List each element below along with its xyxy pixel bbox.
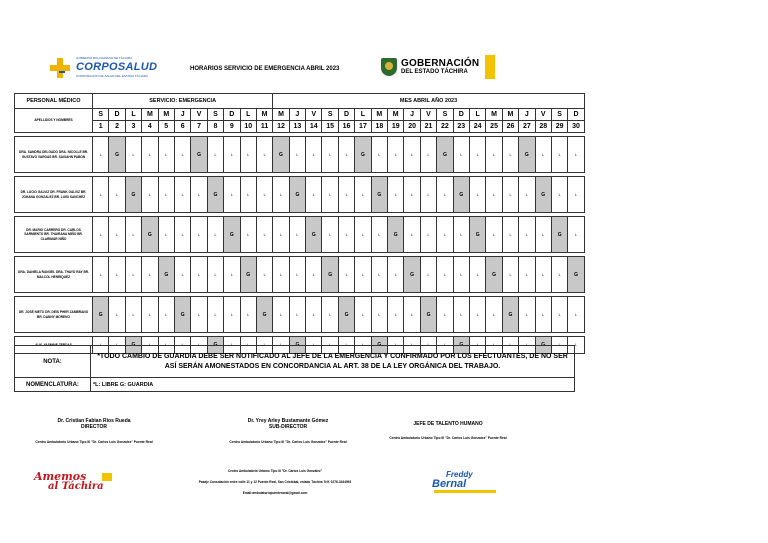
shift-cell-guardia: G bbox=[174, 297, 190, 333]
shift-cell-libre: L bbox=[568, 137, 584, 173]
shift-cell-libre: L bbox=[207, 217, 223, 253]
freddy-line2: Bernal bbox=[432, 478, 467, 490]
shift-cell-libre: L bbox=[289, 217, 305, 253]
coat-of-arms-icon bbox=[381, 58, 397, 76]
shift-cell-libre: L bbox=[388, 337, 404, 354]
day-letter: M bbox=[371, 109, 387, 121]
shift-cell-libre: L bbox=[338, 177, 354, 213]
shift-cell-guardia: G bbox=[502, 297, 518, 333]
day-numbers-row bbox=[15, 121, 585, 133]
shift-cell-guardia: G bbox=[437, 137, 453, 173]
shift-cell-libre: L bbox=[306, 297, 322, 333]
shift-cell-libre: L bbox=[535, 217, 551, 253]
day-letter: V bbox=[420, 109, 436, 121]
shift-cell-libre: L bbox=[93, 177, 109, 213]
shift-cell-libre: L bbox=[535, 297, 551, 333]
day-letter: L bbox=[469, 109, 485, 121]
day-number: 30 bbox=[568, 121, 584, 133]
shift-cell-libre: L bbox=[404, 337, 420, 354]
staff-names: DR. JOSÉ NIETO DR. DEIS PHER ZAMBRANO BR. DANNY MORENO bbox=[15, 297, 93, 333]
shift-cell-libre: L bbox=[355, 337, 371, 354]
shift-cell-libre: L bbox=[322, 217, 338, 253]
shift-cell-libre: L bbox=[469, 297, 485, 333]
shift-cell-libre: L bbox=[256, 137, 272, 173]
shift-cell-libre: L bbox=[502, 217, 518, 253]
day-letter: S bbox=[437, 109, 453, 121]
day-number: 8 bbox=[207, 121, 223, 133]
shift-cell-libre: L bbox=[174, 217, 190, 253]
day-letter: S bbox=[322, 109, 338, 121]
shift-cell-libre: L bbox=[191, 217, 207, 253]
day-number: 16 bbox=[338, 121, 354, 133]
shift-cell-libre: L bbox=[109, 297, 125, 333]
shift-cell-guardia: G bbox=[289, 337, 305, 354]
day-number: 15 bbox=[322, 121, 338, 133]
shift-cell-libre: L bbox=[502, 137, 518, 173]
shift-cell-guardia: G bbox=[453, 337, 469, 354]
shift-cell-libre: L bbox=[420, 257, 436, 293]
shift-cell-libre: L bbox=[273, 217, 289, 253]
shift-cell-guardia: G bbox=[224, 217, 240, 253]
shift-cell-libre: L bbox=[388, 177, 404, 213]
table-row bbox=[15, 137, 585, 173]
shift-cell-libre: L bbox=[453, 297, 469, 333]
shift-cell-libre: L bbox=[93, 257, 109, 293]
shift-cell-guardia: G bbox=[207, 177, 223, 213]
shift-cell-guardia: G bbox=[125, 337, 141, 354]
shift-cell-libre: L bbox=[551, 297, 567, 333]
shift-cell-libre: L bbox=[174, 337, 190, 354]
nomenclatura-text: *L: LIBRE G: GUARDIA bbox=[91, 378, 575, 392]
day-number: 13 bbox=[289, 121, 305, 133]
day-letter: L bbox=[240, 109, 256, 121]
shift-cell-libre: L bbox=[109, 337, 125, 354]
shift-cell-libre: L bbox=[191, 297, 207, 333]
apellidos-header: APELLIDOS Y NOMBRES bbox=[15, 109, 93, 133]
shift-cell-libre: L bbox=[568, 337, 584, 354]
day-number: 26 bbox=[502, 121, 518, 133]
subdirector-name: Dr. Yrey Arley Bustamante Gómez bbox=[247, 418, 329, 424]
shift-cell-libre: L bbox=[256, 217, 272, 253]
shift-cell-libre: L bbox=[551, 177, 567, 213]
shift-cell-libre: L bbox=[519, 297, 535, 333]
table-row bbox=[15, 177, 585, 213]
shift-cell-libre: L bbox=[338, 137, 354, 173]
nota-label: NOTA: bbox=[15, 346, 91, 378]
shift-cell-libre: L bbox=[568, 297, 584, 333]
day-number: 20 bbox=[404, 121, 420, 133]
day-number: 18 bbox=[371, 121, 387, 133]
day-letter: D bbox=[109, 109, 125, 121]
shift-cell-libre: L bbox=[322, 297, 338, 333]
day-number: 5 bbox=[158, 121, 174, 133]
shift-cell-libre: L bbox=[551, 337, 567, 354]
shift-cell-libre: L bbox=[93, 337, 109, 354]
address-line2: Pasaje Consolación entre calle 11 y 12 Puente Real, San Cristóbal, estado Táchira Telf. 0276-3444993 bbox=[198, 480, 352, 484]
corposalud-logo bbox=[50, 56, 160, 82]
director-center: Centro Ambulatorio Urbano Tipo III "Dr. Carlos Luis Gonzalez" Puente Real bbox=[35, 440, 153, 444]
staff-names: DR. MARIO CARRERO DR. CARLOS SARMIENTO BR. THAIRANA MIÑO BR. CLARIMAR NIÑO bbox=[15, 217, 93, 253]
shift-cell-libre: L bbox=[158, 337, 174, 354]
staff-names: AUX. YASMINE ZERDAS bbox=[15, 337, 93, 354]
day-number: 19 bbox=[388, 121, 404, 133]
document-title: HORARIOS SERVICIO DE EMERGENCIA ABRIL 2023 bbox=[190, 66, 340, 72]
corposalud-name: CORPOSALUD bbox=[76, 61, 158, 73]
shift-cell-guardia: G bbox=[388, 217, 404, 253]
shift-cell-guardia: G bbox=[486, 257, 502, 293]
shift-cell-libre: L bbox=[93, 217, 109, 253]
shift-cell-libre: L bbox=[207, 257, 223, 293]
shift-cell-libre: L bbox=[437, 337, 453, 354]
gobernacion-line2: DEL ESTADO TÁCHIRA bbox=[401, 69, 468, 75]
shift-cell-guardia: G bbox=[469, 217, 485, 253]
day-letter: J bbox=[404, 109, 420, 121]
shift-cell-libre: L bbox=[486, 217, 502, 253]
day-letter: J bbox=[174, 109, 190, 121]
freddy-line1: Freddy bbox=[446, 470, 473, 479]
shift-cell-libre: L bbox=[502, 177, 518, 213]
talento-humano-name: JEFE DE TALENTO HUMANO bbox=[413, 421, 483, 427]
talento-humano-center: Centro Ambulatorio Urbano Tipo III "Dr. Carlos Luis Gonzalez" Puente Real bbox=[389, 436, 507, 440]
personal-medico-header: PERSONAL MÉDICO bbox=[15, 94, 93, 109]
nomenclatura-label: NOMENCLATURA: bbox=[15, 378, 91, 392]
shift-cell-guardia: G bbox=[420, 297, 436, 333]
shift-cell-libre: L bbox=[404, 177, 420, 213]
shift-cell-libre: L bbox=[519, 337, 535, 354]
shift-cell-libre: L bbox=[240, 177, 256, 213]
day-number: 24 bbox=[469, 121, 485, 133]
shift-cell-libre: L bbox=[469, 137, 485, 173]
shift-cell-libre: L bbox=[486, 297, 502, 333]
shift-cell-libre: L bbox=[256, 177, 272, 213]
day-number: 22 bbox=[437, 121, 453, 133]
shift-cell-libre: L bbox=[240, 217, 256, 253]
shift-cell-libre: L bbox=[224, 297, 240, 333]
shift-cell-libre: L bbox=[306, 337, 322, 354]
shift-cell-guardia: G bbox=[322, 257, 338, 293]
day-letter: D bbox=[338, 109, 354, 121]
shift-cell-libre: L bbox=[388, 257, 404, 293]
shift-cell-libre: L bbox=[306, 137, 322, 173]
shift-cell-libre: L bbox=[404, 137, 420, 173]
shift-cell-libre: L bbox=[142, 297, 158, 333]
day-number: 23 bbox=[453, 121, 469, 133]
shift-cell-libre: L bbox=[224, 257, 240, 293]
shift-cell-libre: L bbox=[469, 337, 485, 354]
shift-cell-libre: L bbox=[158, 297, 174, 333]
shift-cell-libre: L bbox=[174, 177, 190, 213]
day-letter: D bbox=[568, 109, 584, 121]
day-letter: S bbox=[93, 109, 109, 121]
shift-cell-libre: L bbox=[322, 337, 338, 354]
shift-cell-libre: L bbox=[437, 297, 453, 333]
shift-cell-libre: L bbox=[338, 217, 354, 253]
address-line3: Email:ambulatoriopuenteraeal@gmail.com bbox=[242, 491, 308, 495]
shift-cell-guardia: G bbox=[93, 297, 109, 333]
corposalud-top-text: GOBIERNO BOLIVARIANO DE TÁCHIRA bbox=[76, 56, 133, 60]
day-letter: V bbox=[306, 109, 322, 121]
subdirector-role: SUB-DIRECTOR bbox=[268, 424, 308, 430]
shift-cell-guardia: G bbox=[535, 177, 551, 213]
shift-cell-libre: L bbox=[142, 337, 158, 354]
shift-cell-libre: L bbox=[355, 217, 371, 253]
shift-cell-libre: L bbox=[158, 217, 174, 253]
day-letter: J bbox=[289, 109, 305, 121]
day-number: 28 bbox=[535, 121, 551, 133]
freddy-bernal-logo bbox=[430, 470, 502, 494]
day-number: 29 bbox=[551, 121, 567, 133]
shift-cell-libre: L bbox=[486, 337, 502, 354]
servicio-header: SERVICIO: EMERGENCIA bbox=[93, 94, 273, 109]
shift-cell-libre: L bbox=[355, 177, 371, 213]
day-letter: S bbox=[551, 109, 567, 121]
day-number: 2 bbox=[109, 121, 125, 133]
day-number: 14 bbox=[306, 121, 322, 133]
shift-cell-guardia: G bbox=[338, 297, 354, 333]
shift-cell-libre: L bbox=[371, 217, 387, 253]
shift-cell-libre: L bbox=[338, 257, 354, 293]
shift-cell-guardia: G bbox=[109, 137, 125, 173]
day-letter: M bbox=[273, 109, 289, 121]
shift-cell-libre: L bbox=[191, 177, 207, 213]
shift-cell-libre: L bbox=[256, 257, 272, 293]
schedule-table bbox=[14, 93, 585, 354]
shift-cell-libre: L bbox=[437, 177, 453, 213]
day-letter: M bbox=[486, 109, 502, 121]
day-letter: V bbox=[191, 109, 207, 121]
shift-cell-libre: L bbox=[207, 297, 223, 333]
day-number: 27 bbox=[519, 121, 535, 133]
shift-cell-libre: L bbox=[519, 217, 535, 253]
day-number: 3 bbox=[125, 121, 141, 133]
health-cross-icon bbox=[50, 58, 70, 78]
shift-cell-guardia: G bbox=[371, 177, 387, 213]
shift-cell-libre: L bbox=[273, 257, 289, 293]
shift-cell-guardia: G bbox=[256, 297, 272, 333]
shift-cell-libre: L bbox=[240, 337, 256, 354]
day-letters-row bbox=[15, 109, 585, 121]
day-letter: M bbox=[142, 109, 158, 121]
nota-text: *TODO CAMBIO DE GUARDIA DEBE SER NOTIFICADO AL JEFE DE LA EMERGENCIA Y CONFIRMADO POR LOS EFECTUANTES, DE NO SER ASÍ SERÁN AMONESTADOS EN CONCORDANCIA AL ART. 38 DE LA LEY ORGÁNICA DEL TRABAJO. bbox=[91, 346, 575, 378]
shift-cell-guardia: G bbox=[355, 137, 371, 173]
shift-cell-libre: L bbox=[338, 337, 354, 354]
shift-cell-guardia: G bbox=[519, 137, 535, 173]
shift-cell-libre: L bbox=[437, 257, 453, 293]
shift-cell-libre: L bbox=[404, 217, 420, 253]
shift-cell-libre: L bbox=[486, 177, 502, 213]
shift-cell-libre: L bbox=[273, 337, 289, 354]
shift-cell-libre: L bbox=[519, 257, 535, 293]
underline-bar bbox=[434, 490, 496, 493]
day-letter: L bbox=[125, 109, 141, 121]
day-letter: V bbox=[535, 109, 551, 121]
day-number: 7 bbox=[191, 121, 207, 133]
shift-cell-libre: L bbox=[224, 177, 240, 213]
shift-cell-libre: L bbox=[289, 137, 305, 173]
shift-cell-libre: L bbox=[355, 257, 371, 293]
shift-cell-libre: L bbox=[125, 217, 141, 253]
table-header-row bbox=[15, 94, 585, 109]
shift-cell-libre: L bbox=[289, 257, 305, 293]
shift-cell-libre: L bbox=[535, 257, 551, 293]
table-row bbox=[15, 297, 585, 333]
subdirector-center: Centro Ambulatorio Urbano Tipo III "Dr. Carlos Luis Gonzalez" Puente Real bbox=[229, 440, 347, 444]
shift-cell-guardia: G bbox=[551, 217, 567, 253]
shift-cell-libre: L bbox=[371, 297, 387, 333]
shift-cell-libre: L bbox=[469, 177, 485, 213]
day-letter: M bbox=[158, 109, 174, 121]
shift-cell-libre: L bbox=[158, 137, 174, 173]
shift-cell-libre: L bbox=[273, 297, 289, 333]
shift-cell-guardia: G bbox=[273, 137, 289, 173]
shift-cell-libre: L bbox=[388, 297, 404, 333]
director-name: Dr. Cristian Fabian Rios Rueda bbox=[57, 418, 131, 424]
day-number: 25 bbox=[486, 121, 502, 133]
shift-cell-libre: L bbox=[388, 137, 404, 173]
day-number: 4 bbox=[142, 121, 158, 133]
shift-cell-guardia: G bbox=[240, 257, 256, 293]
signature-talento-humano bbox=[378, 421, 518, 440]
shift-cell-libre: L bbox=[404, 297, 420, 333]
shift-cell-libre: L bbox=[420, 217, 436, 253]
shift-cell-libre: L bbox=[502, 337, 518, 354]
yellow-bar bbox=[485, 55, 495, 79]
shift-cell-libre: L bbox=[142, 257, 158, 293]
amemos-tachira-logo bbox=[30, 470, 114, 494]
shift-cell-libre: L bbox=[306, 177, 322, 213]
shift-cell-libre: L bbox=[322, 177, 338, 213]
address-line1: Centro Ambulatorio Urbano Tipo III "Dr. Carlos Luis González" bbox=[227, 469, 323, 473]
day-letter: S bbox=[207, 109, 223, 121]
shift-cell-libre: L bbox=[551, 137, 567, 173]
shift-cell-guardia: G bbox=[535, 337, 551, 354]
shift-cell-libre: L bbox=[535, 137, 551, 173]
shift-cell-libre: L bbox=[125, 137, 141, 173]
shift-cell-guardia: G bbox=[207, 337, 223, 354]
shift-cell-libre: L bbox=[109, 217, 125, 253]
shift-cell-libre: L bbox=[453, 257, 469, 293]
shift-cell-libre: L bbox=[142, 177, 158, 213]
shift-cell-libre: L bbox=[191, 337, 207, 354]
shift-cell-guardia: G bbox=[404, 257, 420, 293]
shift-cell-libre: L bbox=[191, 257, 207, 293]
shift-cell-libre: L bbox=[93, 137, 109, 173]
shift-cell-libre: L bbox=[207, 137, 223, 173]
mes-header: MES ABRIL AÑO 2023 bbox=[273, 94, 584, 109]
day-number: 11 bbox=[256, 121, 272, 133]
notes-table bbox=[14, 345, 575, 392]
shift-cell-libre: L bbox=[240, 137, 256, 173]
gobernacion-logo bbox=[381, 55, 499, 79]
shift-cell-libre: L bbox=[420, 337, 436, 354]
shift-cell-libre: L bbox=[174, 257, 190, 293]
shift-cell-guardia: G bbox=[371, 337, 387, 354]
shift-cell-libre: L bbox=[469, 257, 485, 293]
shift-cell-libre: L bbox=[306, 257, 322, 293]
shift-cell-libre: L bbox=[502, 257, 518, 293]
shift-cell-libre: L bbox=[174, 137, 190, 173]
flag-icon bbox=[102, 473, 112, 481]
corposalud-tagline: CORPORACIÓN DE SALUD DEL ESTADO TÁCHIRA bbox=[76, 74, 148, 78]
day-letter: J bbox=[519, 109, 535, 121]
shift-cell-guardia: G bbox=[125, 177, 141, 213]
shift-cell-libre: L bbox=[256, 337, 272, 354]
shift-cell-libre: L bbox=[437, 217, 453, 253]
table-row bbox=[15, 217, 585, 253]
day-letter: D bbox=[453, 109, 469, 121]
shift-cell-guardia: G bbox=[158, 257, 174, 293]
day-number: 6 bbox=[174, 121, 190, 133]
shift-cell-libre: L bbox=[322, 137, 338, 173]
shift-cell-libre: L bbox=[453, 137, 469, 173]
shift-cell-guardia: G bbox=[453, 177, 469, 213]
day-number: 21 bbox=[420, 121, 436, 133]
shift-cell-guardia: G bbox=[142, 217, 158, 253]
signature-director bbox=[24, 418, 164, 444]
day-letter: L bbox=[355, 109, 371, 121]
shift-cell-libre: L bbox=[453, 217, 469, 253]
shift-cell-guardia: G bbox=[289, 177, 305, 213]
shift-cell-libre: L bbox=[519, 177, 535, 213]
day-number: 10 bbox=[240, 121, 256, 133]
shift-cell-libre: L bbox=[568, 217, 584, 253]
shift-cell-libre: L bbox=[109, 177, 125, 213]
amemos-line1: Amemos bbox=[34, 470, 87, 483]
table-row bbox=[15, 257, 585, 293]
gobernacion-line1: GOBERNACIÓN bbox=[401, 58, 480, 69]
shift-cell-libre: L bbox=[142, 137, 158, 173]
shift-cell-libre: L bbox=[158, 177, 174, 213]
shift-cell-libre: L bbox=[240, 297, 256, 333]
shift-cell-libre: L bbox=[420, 177, 436, 213]
shift-cell-libre: L bbox=[568, 177, 584, 213]
shift-cell-libre: L bbox=[420, 137, 436, 173]
shift-cell-libre: L bbox=[224, 137, 240, 173]
shift-cell-libre: L bbox=[125, 297, 141, 333]
shift-cell-guardia: G bbox=[191, 137, 207, 173]
shift-cell-libre: L bbox=[289, 297, 305, 333]
day-letter: M bbox=[388, 109, 404, 121]
day-letter: D bbox=[224, 109, 240, 121]
shift-cell-libre: L bbox=[125, 257, 141, 293]
amemos-line2: al Táchira bbox=[48, 481, 104, 492]
day-number: 12 bbox=[273, 121, 289, 133]
shift-cell-libre: L bbox=[224, 337, 240, 354]
shift-cell-libre: L bbox=[551, 257, 567, 293]
day-number: 17 bbox=[355, 121, 371, 133]
day-letter: M bbox=[502, 109, 518, 121]
shift-cell-libre: L bbox=[109, 257, 125, 293]
footer-address bbox=[170, 466, 380, 499]
shift-cell-libre: L bbox=[371, 137, 387, 173]
shift-cell-guardia: G bbox=[568, 257, 584, 293]
shift-cell-libre: L bbox=[371, 257, 387, 293]
staff-names: DRA. SANDRA DELGADO DRA. NICOLLE BR. GUSTAVO VARGAS BR. SAISAHN PABON bbox=[15, 137, 93, 173]
shift-cell-libre: L bbox=[273, 177, 289, 213]
staff-names: DRA. DANIELA RANGEL DRA. THAYD RAY BR. MALCOL HENRIQUEZ bbox=[15, 257, 93, 293]
staff-names: DR. LUCIO GALVIZ DR. FRANK GALVIZ BR. JOHANA GONZALEZ BR. LUISI SANCHEZ bbox=[15, 177, 93, 213]
day-letter: M bbox=[256, 109, 272, 121]
shift-cell-libre: L bbox=[486, 137, 502, 173]
day-number: 9 bbox=[224, 121, 240, 133]
director-role: DIRECTOR bbox=[80, 424, 108, 430]
shift-cell-libre: L bbox=[355, 297, 371, 333]
signature-subdirector bbox=[218, 418, 358, 444]
shift-cell-guardia: G bbox=[306, 217, 322, 253]
day-number: 1 bbox=[93, 121, 109, 133]
